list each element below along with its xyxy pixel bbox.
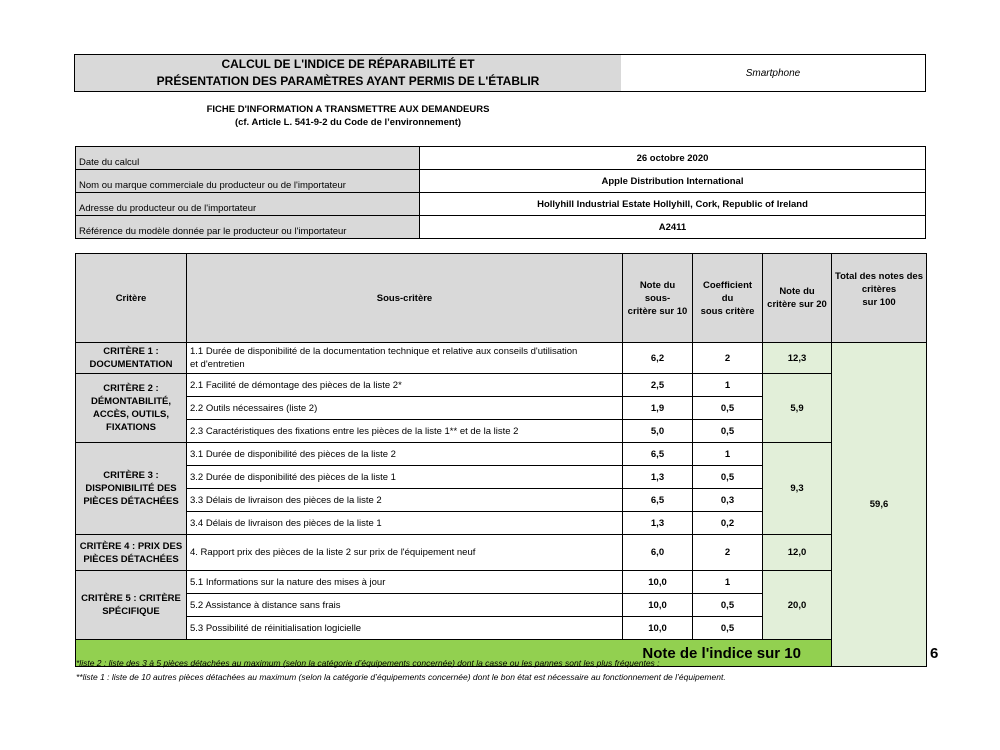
info-value: 26 octobre 2020 xyxy=(420,147,926,170)
sub-note: 1,9 xyxy=(623,397,693,420)
sub-coef: 2 xyxy=(693,343,763,374)
sub-criterion-label: 3.1 Durée de disponibilité des pièces de la liste 2 xyxy=(187,443,623,466)
sub-coef: 0,2 xyxy=(693,512,763,535)
header-coef: Coefficient du sous critère xyxy=(693,254,763,343)
sub-criterion-label: 2.1 Facilité de démontage des pièces de la liste 2* xyxy=(187,374,623,397)
fiche-heading xyxy=(74,103,622,129)
sub-note: 6,0 xyxy=(623,535,693,571)
criterion-1: CRITÈRE 1 : DOCUMENTATION xyxy=(76,343,187,374)
info-value: Hollyhill Industrial Estate Hollyhill, Cork, Republic of Ireland xyxy=(420,193,926,216)
sub-criterion-label: 3.2 Durée de disponibilité des pièces de la liste 1 xyxy=(187,466,623,489)
footnotes xyxy=(76,656,726,684)
product-category xyxy=(621,54,926,92)
sub-coef: 0,3 xyxy=(693,489,763,512)
total-100: 59,6 xyxy=(832,343,927,667)
sub-note: 10,0 xyxy=(623,594,693,617)
sub-note: 1,3 xyxy=(623,512,693,535)
header-total: Total des notes des critères sur 100 xyxy=(832,254,927,343)
sub-criterion-label: 2.2 Outils nécessaires (liste 2) xyxy=(187,397,623,420)
info-row xyxy=(76,170,926,193)
header-critere: Critère xyxy=(76,254,187,343)
sub-coef: 1 xyxy=(693,571,763,594)
footnote-liste-1: **liste 1 : liste de 10 autres pièces détachées au maximum (selon la catégorie d’équipements concernée) dont le bon état est nécessaire au fonctionnement de l’équipement. xyxy=(76,672,726,682)
sub-coef: 0,5 xyxy=(693,617,763,640)
criterion-note20: 9,3 xyxy=(763,443,832,535)
info-label: Date du calcul xyxy=(76,147,420,170)
sub-note: 6,5 xyxy=(623,443,693,466)
info-value: A2411 xyxy=(420,216,926,239)
sub-coef: 0,5 xyxy=(693,397,763,420)
sub-criterion-label: 5.1 Informations sur la nature des mises à jour xyxy=(187,571,623,594)
index-label: Note de l'indice sur 10 xyxy=(76,640,832,667)
info-table xyxy=(75,146,926,239)
sub-criterion-label: 3.3 Délais de livraison des pièces de la liste 2 xyxy=(187,489,623,512)
criterion-note20: 20,0 xyxy=(763,571,832,640)
sub-coef: 0,5 xyxy=(693,420,763,443)
criterion-5: CRITÈRE 5 : CRITÈRE SPÉCIFIQUE xyxy=(76,571,187,640)
sub-note: 6,2 xyxy=(623,343,693,374)
sub-criterion-label: 1.1 Durée de disponibilité de la documentation technique et relative aux conseils d'utilisation et d'entretien xyxy=(187,343,623,374)
table-row xyxy=(76,343,927,374)
sub-note: 10,0 xyxy=(623,571,693,594)
sub-criterion-label: 3.4 Délais de livraison des pièces de la liste 1 xyxy=(187,512,623,535)
sub-note: 10,0 xyxy=(623,617,693,640)
info-row xyxy=(76,216,926,239)
criterion-3: CRITÈRE 3 : DISPONIBILITÉ DES PIÈCES DÉTACHÉES xyxy=(76,443,187,535)
footnote-liste-2: *liste 2 : liste des 3 à 5 pièces détachées au maximum (selon la catégorie d’équipements concernée) dont la casse ou les pannes sont les plus fréquentes ; xyxy=(76,658,660,668)
fiche-line-2: (cf. Article L. 541-9-2 du Code de l’environnement) xyxy=(234,117,462,128)
header-note10: Note du sous- critère sur 10 xyxy=(623,254,693,343)
title-line-1: CALCUL DE L'INDICE DE RÉPARABILITÉ ET xyxy=(221,57,475,71)
criterion-note20: 12,3 xyxy=(763,343,832,374)
category-label: Smartphone xyxy=(745,67,801,79)
title-line-2: PRÉSENTATION DES PARAMÈTRES AYANT PERMIS DE L'ÉTABLIR xyxy=(156,74,540,88)
sub-coef: 1 xyxy=(693,374,763,397)
table-row xyxy=(76,443,927,466)
score-table xyxy=(75,253,939,667)
document-title xyxy=(74,54,622,92)
info-label: Nom ou marque commerciale du producteur ou de l'importateur xyxy=(76,170,420,193)
fiche-line-1: FICHE D'INFORMATION A TRANSMETTRE AUX DEMANDEURS xyxy=(206,104,490,115)
info-value: Apple Distribution International xyxy=(420,170,926,193)
sub-note: 6,5 xyxy=(623,489,693,512)
sub-criterion-label: 4. Rapport prix des pièces de la liste 2 sur prix de l'équipement neuf xyxy=(187,535,623,571)
sub-note: 2,5 xyxy=(623,374,693,397)
criterion-note20: 5,9 xyxy=(763,374,832,443)
sub-coef: 1 xyxy=(693,443,763,466)
header-row xyxy=(76,254,927,343)
sub-criterion-label: 5.3 Possibilité de réinitialisation logicielle xyxy=(187,617,623,640)
sub-note: 5,0 xyxy=(623,420,693,443)
sub-criterion-label: 5.2 Assistance à distance sans frais xyxy=(187,594,623,617)
sub-coef: 0,5 xyxy=(693,594,763,617)
table-row xyxy=(76,571,927,594)
sub-coef: 0,5 xyxy=(693,466,763,489)
criterion-2: CRITÈRE 2 : DÉMONTABILITÉ, ACCÈS, OUTILS, FIXATIONS xyxy=(76,374,187,443)
table-row xyxy=(76,535,927,571)
header-note20: Note du critère sur 20 xyxy=(763,254,832,343)
info-label: Référence du modèle donnée par le producteur ou l'importateur xyxy=(76,216,420,239)
info-label: Adresse du producteur ou de l'importateur xyxy=(76,193,420,216)
info-row xyxy=(76,193,926,216)
index-row: Note de l'indice sur 10 6 xyxy=(76,640,927,667)
header-sous-critere: Sous-critère xyxy=(187,254,623,343)
criterion-note20: 12,0 xyxy=(763,535,832,571)
sub-coef: 2 xyxy=(693,535,763,571)
table-row xyxy=(76,374,927,397)
sub-note: 1,3 xyxy=(623,466,693,489)
sub-criterion-label: 2.3 Caractéristiques des fixations entre les pièces de la liste 1** et de la liste 2 xyxy=(187,420,623,443)
criterion-4: CRITÈRE 4 : PRIX DES PIÈCES DÉTACHÉES xyxy=(76,535,187,571)
info-row xyxy=(76,147,926,170)
